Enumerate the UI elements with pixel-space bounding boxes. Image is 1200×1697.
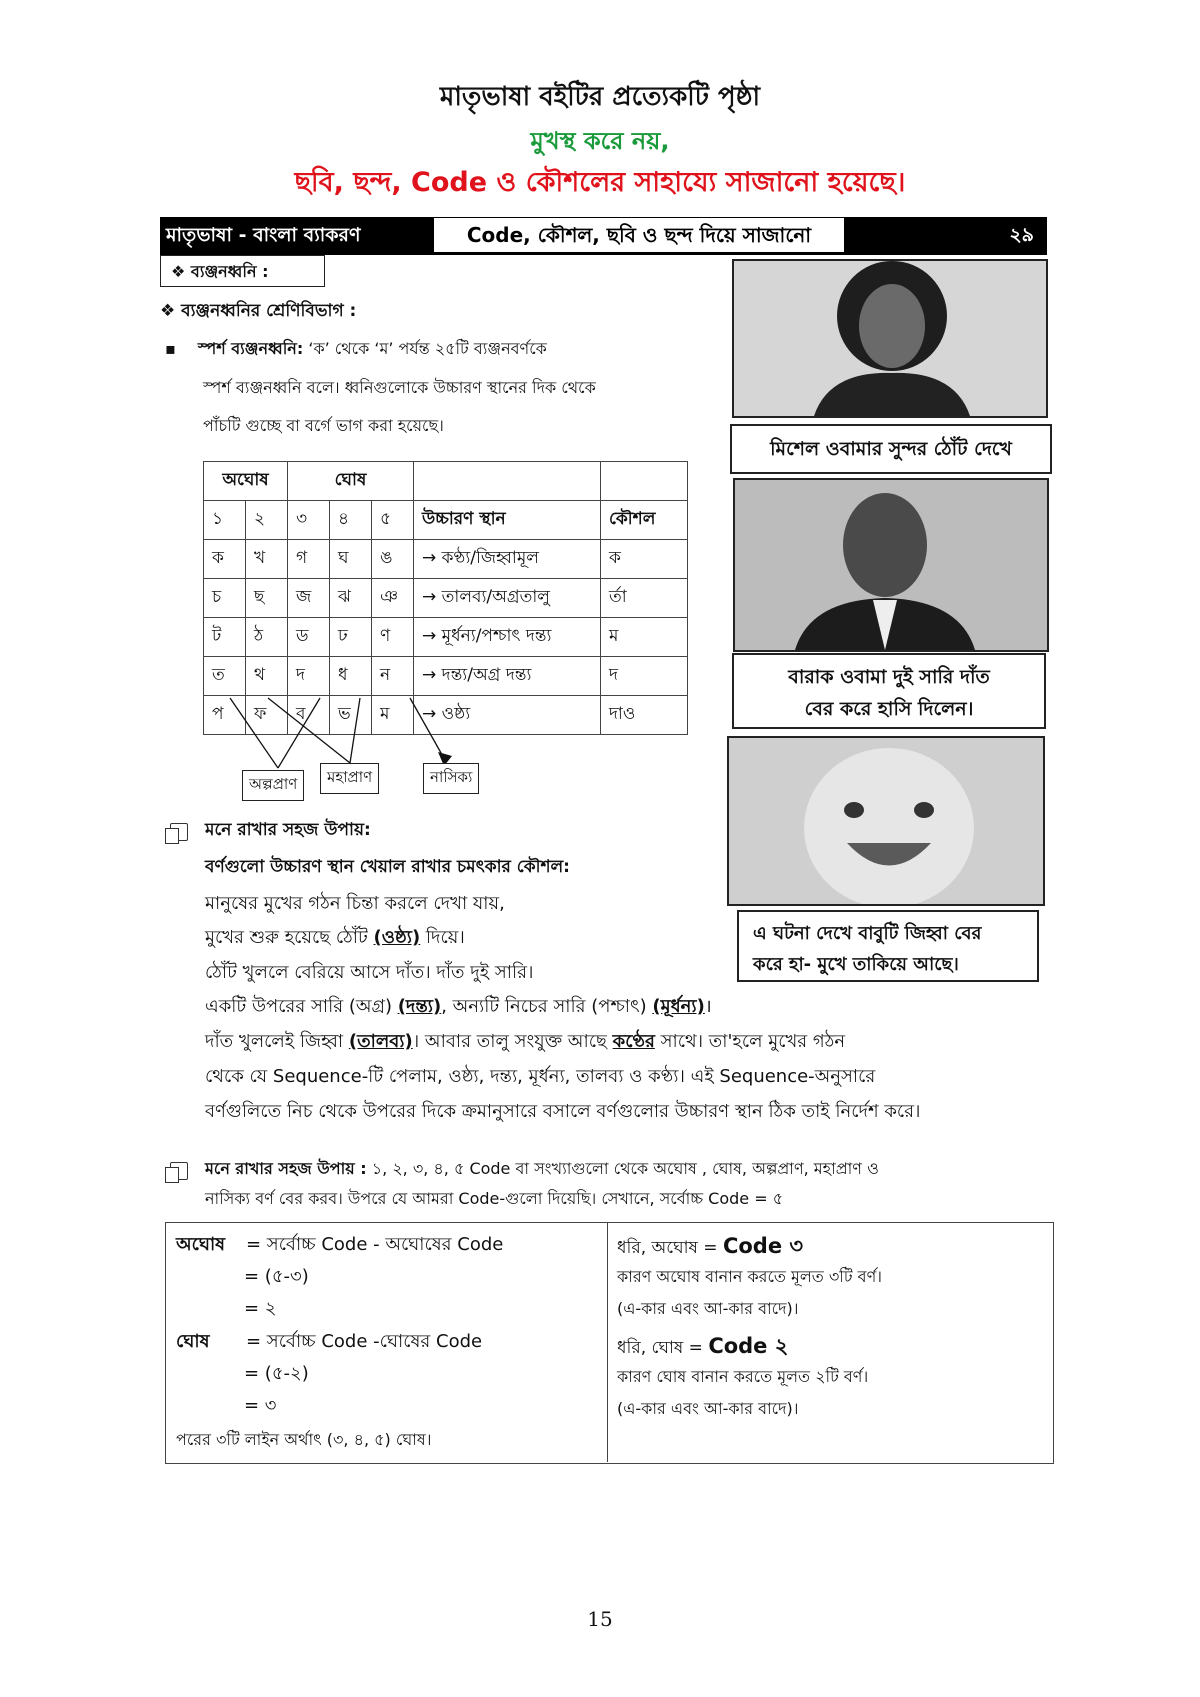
table-cell: ক xyxy=(204,540,246,579)
table-header-row xyxy=(204,501,688,540)
page-heading-line1: মাতৃভাষা বইটির প্রত্যেকটি পৃষ্ঠা xyxy=(439,82,761,112)
code-right-row4 xyxy=(617,1330,788,1365)
page-heading-line2: মুখস্থ করে নয়, xyxy=(530,127,670,155)
table-cell: দ xyxy=(288,657,330,696)
intro-line2: স্পর্শ ব্যঞ্জনধ্বনি বলে। ধ্বনিগুলোকে উচ্চারণ স্থানের দিক থেকে xyxy=(203,378,596,397)
memory-line6: থেকে যে Sequence-টি পেলাম, ওষ্ঠ্য, দন্ত্য, মূর্ধন্য, তালব্য ও কণ্ঠ্য। এই Sequence-অনুসারে xyxy=(205,1066,876,1087)
table-cell: ট xyxy=(204,618,246,657)
bold-term: (ওষ্ঠ্য) xyxy=(373,927,421,948)
table-cell: ম xyxy=(601,618,688,657)
col-2: ২ xyxy=(246,501,288,540)
table-cell: ব xyxy=(288,696,330,735)
col-3: ৩ xyxy=(288,501,330,540)
code-left-row6: = ৩ xyxy=(244,1395,277,1416)
caption-woman: মিশেল ওবামার সুন্দর ঠোঁট দেখে xyxy=(730,424,1052,474)
table-cell: থ xyxy=(246,657,288,696)
table-row xyxy=(204,540,688,579)
col-1: ১ xyxy=(204,501,246,540)
code-left-row3: = ২ xyxy=(244,1298,277,1319)
bold-term: (তালব্য) xyxy=(348,1031,413,1052)
table-cell: খ xyxy=(246,540,288,579)
page-number: 15 xyxy=(587,1607,613,1631)
subheading-box: ❖ ব্যঞ্জনধ্বনি : xyxy=(160,255,325,287)
text-span: । xyxy=(704,996,712,1017)
table-cell: ভ xyxy=(330,696,372,735)
bold-term: (দন্ত্য) xyxy=(397,996,442,1017)
table-cell: ঝ xyxy=(330,579,372,618)
text-span: ধরি, অঘোষ = xyxy=(617,1238,723,1258)
code-left-row5: = (৫-২) xyxy=(244,1363,309,1384)
baby-icon xyxy=(729,738,1043,904)
table-group-row xyxy=(204,462,688,501)
memory-line1: মানুষের মুখের গঠন চিন্তা করলে দেখা যায়, xyxy=(205,893,505,914)
caption-man-line1: বারাক ওবামা দুই সারি দাঁত xyxy=(788,666,990,688)
label-alpaprana: অল্পপ্রাণ xyxy=(242,770,304,801)
code-left-row4 xyxy=(176,1327,482,1358)
intro-line1-text: ‘ক’ থেকে ‘ম’ পর্যন্ত ২৫টি ব্যঞ্জনবর্ণকে xyxy=(303,339,547,358)
caption-baby-line1: এ ঘটনা দেখে বাবুটি জিহ্বা বের xyxy=(753,923,982,944)
col-place: উচ্চারণ স্থান xyxy=(414,501,601,540)
label-mahaprana: মহাপ্রাণ xyxy=(320,763,379,794)
memory-line4 xyxy=(205,992,712,1023)
table-cell: ঠ xyxy=(246,618,288,657)
portrait-woman-icon xyxy=(734,261,1046,416)
table-cell: ঢ xyxy=(330,618,372,657)
table-row xyxy=(204,579,688,618)
memory-tip2-line2: নাসিক্য বর্ণ বের করব। উপরে যে আমরা Code-গুলো দিয়েছি। সেখানে, সর্বোচ্চ Code = ৫ xyxy=(205,1189,784,1208)
portrait-man-icon xyxy=(735,480,1047,650)
table-cell: ছ xyxy=(246,579,288,618)
memory-tip2-line1 xyxy=(205,1156,879,1183)
table-cell: র্তা xyxy=(601,579,688,618)
caption-baby xyxy=(737,910,1039,982)
note-icon xyxy=(170,823,188,841)
table-cell: ণ xyxy=(372,618,414,657)
table-row xyxy=(204,618,688,657)
code-right-row5: কারণ ঘোষ বানান করতে মূলত ২টি বর্ণ। xyxy=(617,1367,869,1386)
table-cell: দাও xyxy=(601,696,688,735)
header-bar-page: ২৯ xyxy=(1009,224,1034,246)
table-cell: → দন্ত্য/অগ্র দন্ত্য xyxy=(414,657,601,696)
text-span: সাথে। তা'হলে মুখের গঠন xyxy=(654,1031,846,1052)
code-right-row2: কারণ অঘোষ বানান করতে মূলত ৩টি বর্ণ। xyxy=(617,1267,882,1286)
bold-term: কণ্ঠের xyxy=(612,1031,655,1052)
text-span: ধরি, ঘোষ = xyxy=(617,1338,709,1358)
table-cell: ম xyxy=(372,696,414,735)
intro-line1 xyxy=(165,336,547,363)
memory-line2 xyxy=(205,923,465,954)
table-cell: ঞ xyxy=(372,579,414,618)
text-span: দাঁত খুললেই জিহ্বা xyxy=(205,1031,349,1052)
code-left-row7: পরের ৩টি লাইন অর্থাৎ (৩, ৪, ৫) ঘোষ। xyxy=(176,1430,432,1449)
label-nasikya: নাসিক্য xyxy=(423,763,479,794)
memory-tip-title: মনে রাখার সহজ উপায়: xyxy=(205,820,371,840)
table-cell: ক xyxy=(601,540,688,579)
text-span: একটি উপরের সারি (অগ্র) xyxy=(205,996,398,1017)
code-right-row6: (এ-কার এবং আ-কার বাদে)। xyxy=(617,1399,799,1418)
caption-man xyxy=(732,653,1046,729)
code-value: Code ৩ xyxy=(722,1234,804,1258)
table-cell: জ xyxy=(288,579,330,618)
table-cell: দ xyxy=(601,657,688,696)
empty-cell xyxy=(601,462,688,501)
text-span: , অন্যটি নিচের সারি (পশ্চাৎ) xyxy=(441,996,653,1017)
code-table-divider xyxy=(607,1222,608,1462)
section-title: ❖ ব্যঞ্জনধ্বনির শ্রেণিবিভাগ : xyxy=(160,301,357,321)
table-cell: ফ xyxy=(246,696,288,735)
header-bar-title: Code, কৌশল, ছবি ও ছন্দ দিয়ে সাজানো xyxy=(434,218,844,252)
baby-photo xyxy=(727,736,1045,906)
code-value: Code ২ xyxy=(708,1334,789,1358)
table-cell: ন xyxy=(372,657,414,696)
portrait-woman-photo xyxy=(732,259,1048,418)
text-span: ১, ২, ৩, ৪, ৫ Code বা সংখ্যাগুলো থেকে অঘোষ , ঘোষ, অল্পপ্রাণ, মহাপ্রাণ ও xyxy=(366,1159,879,1178)
code-right-row1 xyxy=(617,1230,803,1265)
table-cell: ড xyxy=(288,618,330,657)
table-cell: ঘ xyxy=(330,540,372,579)
bullet-icon: ▪ xyxy=(165,339,176,358)
text-span: মুখের শুরু হয়েছে ঠোঁট xyxy=(205,927,374,948)
group-ghosh: ঘোষ xyxy=(288,462,414,501)
table-cell: ত xyxy=(204,657,246,696)
table-cell: → কণ্ঠ্য/জিহ্বামূল xyxy=(414,540,601,579)
empty-cell xyxy=(414,462,601,501)
col-4: ৪ xyxy=(330,501,372,540)
code-left-row1 xyxy=(176,1230,503,1261)
text-span: = সর্বোচ্চ Code - অঘোষের Code xyxy=(246,1234,504,1255)
memory-line5 xyxy=(205,1027,845,1058)
table-cell: গ xyxy=(288,540,330,579)
group-aghosh: অঘোষ xyxy=(204,462,288,501)
intro-bold-lead: স্পর্শ ব্যঞ্জনধ্বনি: xyxy=(197,339,304,358)
header-bar-subject: মাতৃভাষা - বাংলা ব্যাকরণ xyxy=(166,224,361,246)
caption-man-line2: বের করে হাসি দিলেন। xyxy=(804,698,974,720)
table-cell: চ xyxy=(204,579,246,618)
memory-tip-subtitle: বর্ণগুলো উচ্চারণ স্থান খেয়াল রাখার চমৎকার কৌশল: xyxy=(205,857,570,877)
memory-tip2-title: মনে রাখার সহজ উপায় : xyxy=(205,1159,367,1178)
term-ghosh: ঘোষ xyxy=(176,1331,210,1352)
memory-line7: বর্ণগুলিতে নিচ থেকে উপরের দিকে ক্রমানুসারে বসালে বর্ণগুলোর উচ্চারণ স্থান ঠিক তাই নির্দেশ করে। xyxy=(205,1101,921,1122)
intro-line3: পাঁচটি গুচ্ছে বা বর্গে ভাগ করা হয়েছে। xyxy=(203,416,444,435)
page-heading-line3: ছবি, ছন্দ, Code ও কৌশলের সাহায্যে সাজানো হয়েছে। xyxy=(294,167,906,198)
portrait-man-photo xyxy=(733,478,1049,652)
bold-term: (মূর্ধন্য) xyxy=(652,996,705,1017)
text-span: । আবার তালু সংযুক্ত আছে xyxy=(412,1031,613,1052)
table-cell: → তালব্য/অগ্রতালু xyxy=(414,579,601,618)
code-left-row2: = (৫-৩) xyxy=(244,1266,309,1287)
note-icon xyxy=(170,1162,188,1180)
table-cell: ঙ xyxy=(372,540,414,579)
col-5: ৫ xyxy=(372,501,414,540)
text-span: দিয়ে। xyxy=(420,927,465,948)
code-right-row3: (এ-কার এবং আ-কার বাদে)। xyxy=(617,1299,799,1318)
table-cell: প xyxy=(204,696,246,735)
col-technique: কৌশল xyxy=(601,501,688,540)
memory-line3: ঠোঁট খুললে বেরিয়ে আসে দাঁত। দাঁত দুই সারি। xyxy=(205,962,534,983)
table-cell: ধ xyxy=(330,657,372,696)
text-span: = সর্বোচ্চ Code -ঘোষের Code xyxy=(246,1331,483,1352)
table-cell: → মূর্ধন্য/পশ্চাৎ দন্ত্য xyxy=(414,618,601,657)
term-aghosh: অঘোষ xyxy=(176,1234,226,1255)
caption-baby-line2: করে হা- মুখে তাকিয়ে আছে। xyxy=(753,954,959,975)
table-cell: → ওষ্ঠ্য xyxy=(414,696,601,735)
